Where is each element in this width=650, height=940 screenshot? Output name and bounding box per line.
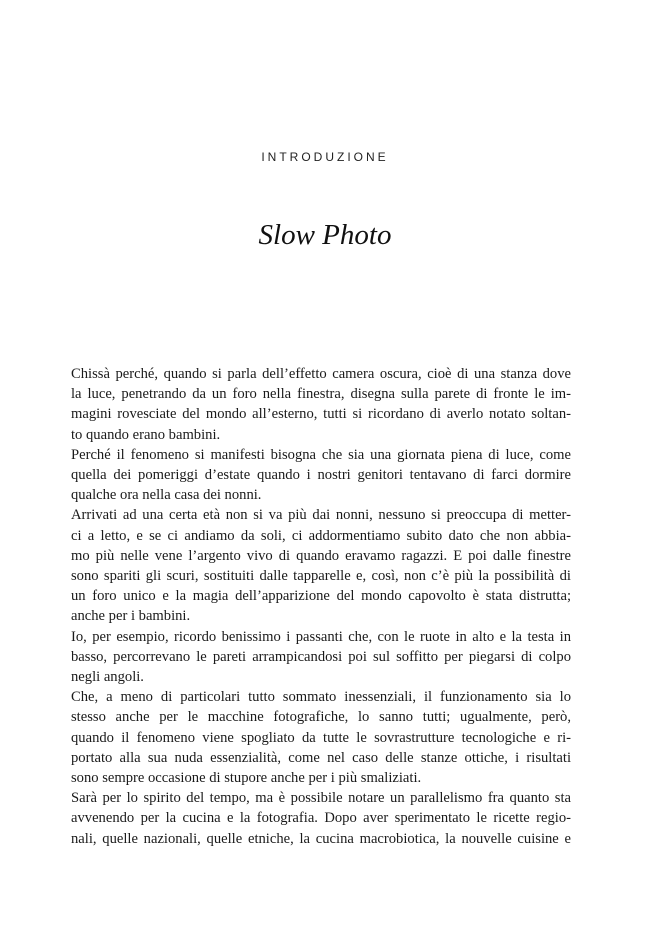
body-line: to quando erano bambini. bbox=[71, 426, 221, 443]
body-line: Perché il fenomeno si manifesti bisogna che sia una giornata piena di luce, come bbox=[71, 446, 571, 463]
body-line: quella dei pomeriggi d’estate quando i nostri genitori tentavano di farci dormire bbox=[71, 467, 571, 484]
body-line: qualche ora nella casa dei nonni. bbox=[71, 487, 262, 504]
body-line: nali, quelle nazionali, quelle etniche, la cucina macrobiotica, la nouvelle cuisine e bbox=[71, 830, 571, 847]
body-line: avvenendo per la cucina e la fotografia. Dopo aver sperimentato le ricette regio- bbox=[71, 810, 571, 827]
body-line: sono spariti gli scuri, sostituiti dalle tapparelle e, così, non c’è più la possibilità di bbox=[71, 568, 571, 585]
body-line: un foro unico e la magia dell’apparizione del mondo capovolto è stata distrutta; bbox=[71, 588, 571, 605]
body-line: Chissà perché, quando si parla dell’effetto camera oscura, cioè di una stanza dove bbox=[71, 366, 571, 382]
body-line: Arrivati ad una certa età non si va più dai nonni, nessuno si preoccupa di metter- bbox=[71, 507, 571, 524]
body-line: Io, per esempio, ricordo benissimo i passanti che, con le ruote in alto e la testa in bbox=[71, 628, 571, 645]
section-label: INTRODUZIONE bbox=[261, 150, 389, 164]
body-line: negli angoli. bbox=[71, 669, 144, 686]
body-line: stesso anche per le macchine fotografiche, lo sanno tutti; ugualmente, però, bbox=[71, 709, 571, 726]
body-line: Che, a meno di particolari tutto sommato inessenziali, il funzionamento sia lo bbox=[71, 689, 571, 706]
body-line: mo più nelle vene l’argento vivo di quando eravamo ragazzi. E poi dalle finestre bbox=[71, 547, 571, 564]
body-line: la luce, penetrando da un foro nella finestra, disegna sulla parete di fronte le im- bbox=[71, 386, 571, 403]
body-line: basso, percorrevano le pareti arrampicandosi poi sul soffitto per piegarsi di colpo bbox=[71, 648, 571, 665]
body-line: quando il fenomeno viene spogliato da tutte le sovrastrutture tecnologiche e ri- bbox=[71, 729, 571, 746]
body-line: sono sempre occasione di stupore anche per i più smaliziati. bbox=[71, 770, 422, 787]
body-line: magini rovesciate del mondo all’esterno, tutti si ricordano di averlo notato soltan- bbox=[71, 406, 571, 423]
body-line: portato alla sua nuda essenzialità, come nel caso delle stanze ottiche, i risultati bbox=[71, 749, 571, 766]
body-line: anche per i bambini. bbox=[71, 608, 191, 625]
chapter-title: Slow Photo bbox=[258, 219, 392, 251]
body-text bbox=[71, 364, 571, 849]
body-line: Sarà per lo spirito del tempo, ma è possibile notare un parallelismo fra quanto sta bbox=[71, 790, 571, 807]
body-line: ci a letto, e se ci andiamo da soli, ci addormentiamo subito dato che non abbia- bbox=[71, 527, 571, 544]
